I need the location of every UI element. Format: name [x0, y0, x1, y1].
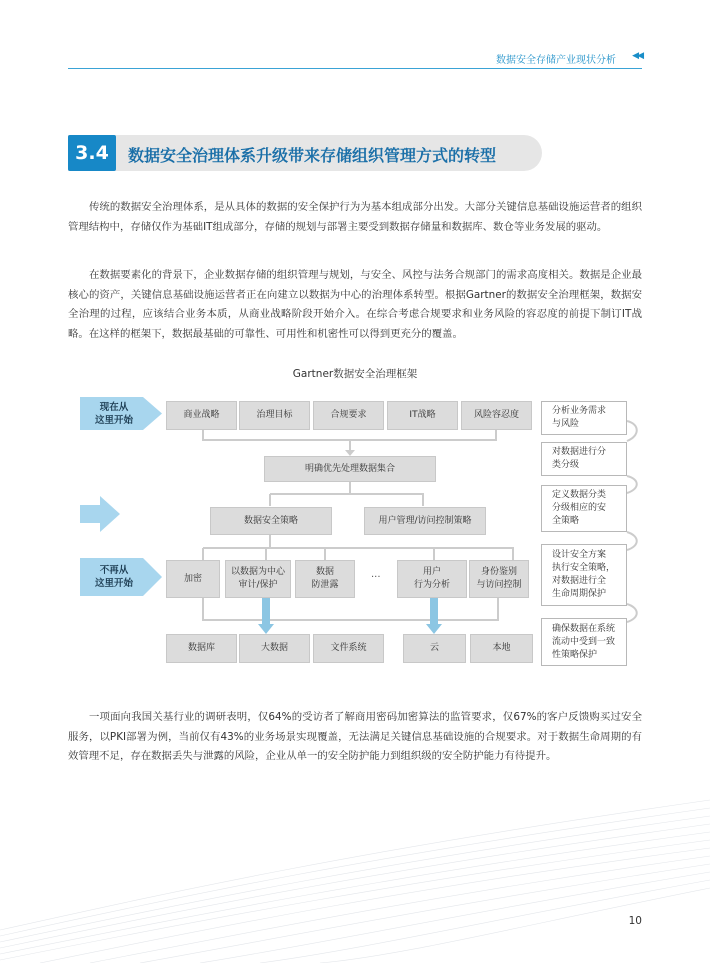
page-number: 10 — [628, 915, 642, 927]
box-data-audit: 以数据为中心 审计/保护 — [225, 560, 291, 598]
box-priority-datasets: 明确优先处理数据集合 — [264, 456, 436, 482]
box-access-control-policy: 用户管理/访问控制策略 — [364, 507, 486, 535]
box-data-security-policy: 数据安全策略 — [210, 507, 332, 535]
paragraph-3: 一项面向我国关基行业的调研表明，仅64%的受访者了解商用密码加密算法的监管要求，仅67%的客户反馈购买过安全服务，以PKI部署为例，当前仅有43%的业务场景实现覆盖，无法满足关键信息基础设施的合规要求。对于数据生命周期的有效管理不足，存在数据丢失与泄露的风险，企业从单一的安全防护能力到组织级的安全防护能力有待提升。 — [68, 711, 642, 762]
header-arrows-icon: ◀◀ — [632, 51, 642, 61]
step-consistent-policy: 确保数据在系统 流动中受到一致 性策略保护 — [541, 618, 627, 666]
step-design-solution: 设计安全方案 执行安全策略， 对数据进行全 生命周期保护 — [541, 544, 627, 606]
header-title: 数据安全存储产业现状分析 — [496, 55, 616, 66]
box-user-behavior: 用户 行为分析 — [397, 560, 467, 598]
box-risk-tolerance: 风险容忍度 — [461, 401, 532, 430]
box-file-system: 文件系统 — [313, 634, 384, 663]
box-dlp: 数据 防泄露 — [295, 560, 355, 598]
box-compliance: 合规要求 — [313, 401, 384, 430]
box-business-strategy: 商业战略 — [166, 401, 237, 430]
figure-title: Gartner数据安全治理框架 — [292, 368, 418, 380]
ellipsis: ··· — [371, 572, 381, 583]
down-arrow-icon — [258, 598, 274, 634]
start-here-label: 现在从 这里开始 — [94, 401, 133, 426]
middle-arrow-icon — [80, 496, 120, 532]
step-analyze-needs: 分析业务需求 与风险 — [541, 401, 627, 435]
box-database: 数据库 — [166, 634, 237, 663]
step-define-policy: 定义数据分类 分级相应的安 全策略 — [541, 485, 627, 532]
section-number: 3.4 — [68, 135, 116, 171]
box-governance-goals: 治理目标 — [239, 401, 310, 430]
paragraph-1: 传统的数据安全治理体系，是从具体的数据的安全保护行为为基本组成部分出发。大部分关键信息基础设施运营者的组织管理结构中，存储仅作为基础IT组成部分，存储的规划与部署主要受到数据存储量和数据库、数仓等业务发展的驱动。 — [68, 201, 642, 233]
paragraph-2: 在数据要素化的背景下，企业数据存储的组织管理与规划，与安全、风控与法务合规部门的需求高度相关。数据是企业最核心的资产，关键信息基础设施运营者正在向建立以数据为中心的治理体系转型。根据Gartner的数据安全治理框架，数据安全治理的过程，应该结合业务本质，从商业战略阶段开始介入。在综合考虑合规要求和业务风险的容忍度的前提下制订IT战略。在这样的框架下，数据最基础的可靠性、可用性和机密性可以得到更充分的覆盖。 — [68, 269, 642, 340]
box-encryption: 加密 — [166, 560, 220, 598]
box-it-strategy: IT战略 — [387, 401, 458, 430]
down-arrow-icon — [426, 598, 442, 634]
section-title: 数据安全治理体系升级带来存储组织管理方式的转型 — [128, 146, 497, 165]
box-big-data: 大数据 — [239, 634, 310, 663]
box-identity-access: 身份鉴别 与访问控制 — [469, 560, 529, 598]
box-local: 本地 — [470, 634, 533, 663]
step-classify-data: 对数据进行分 类分级 — [541, 442, 627, 476]
decorative-wave — [0, 790, 710, 963]
stop-here-label: 不再从 这里开始 — [94, 565, 133, 589]
box-cloud: 云 — [403, 634, 466, 663]
